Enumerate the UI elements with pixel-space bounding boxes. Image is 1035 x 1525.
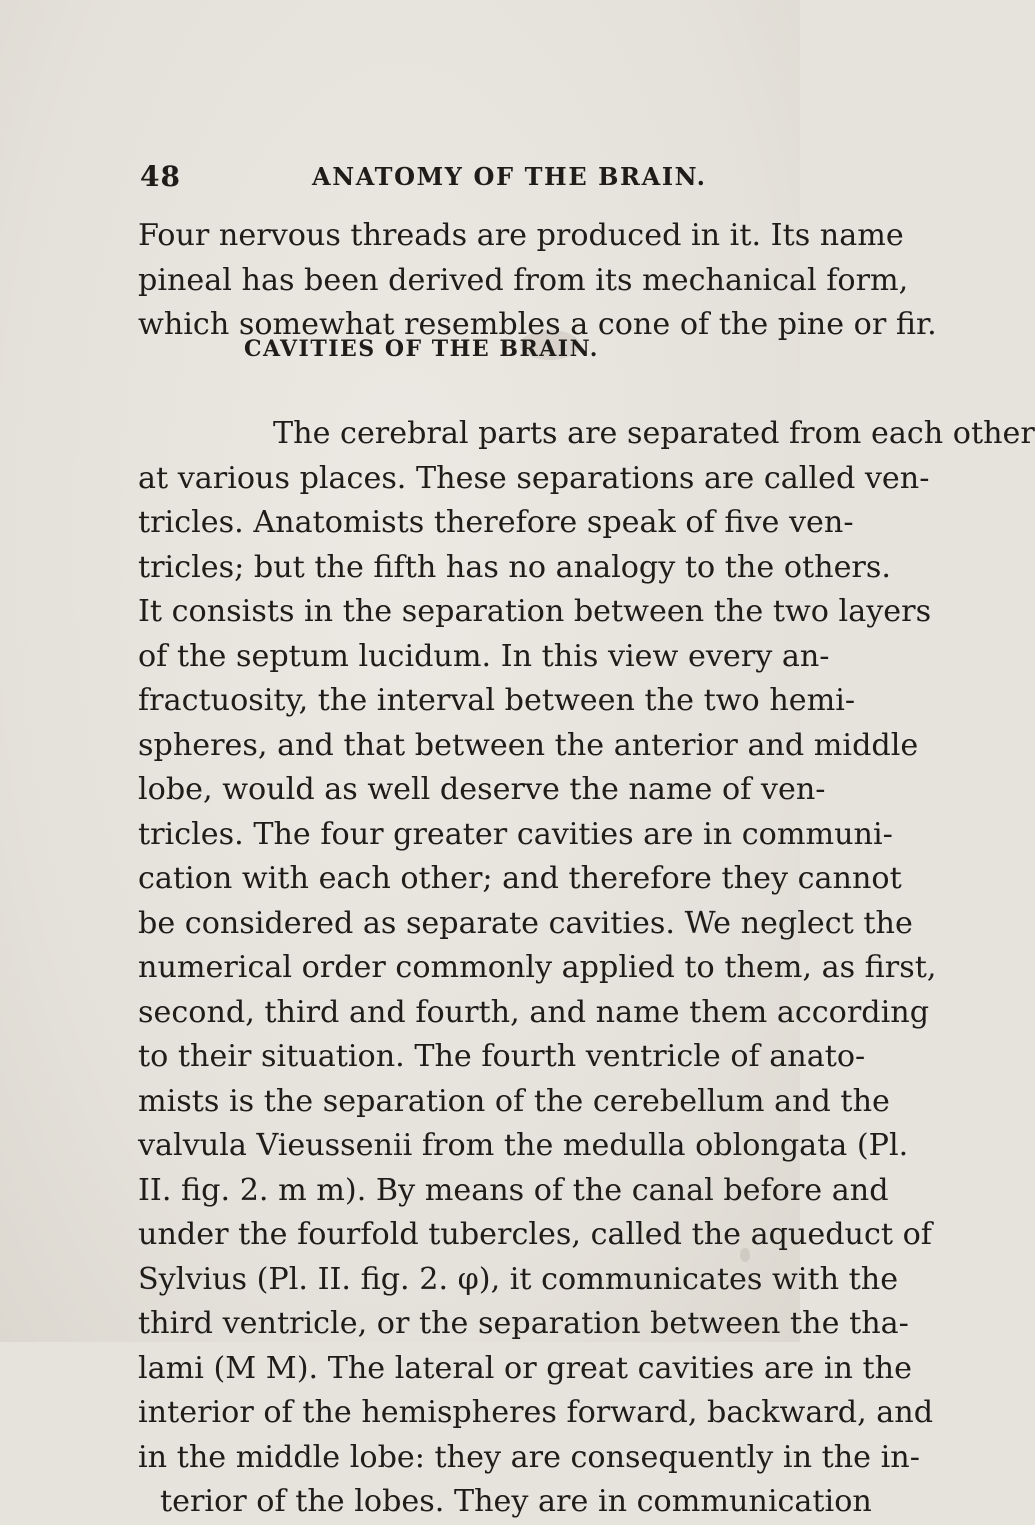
text-line: under the fourfold tubercles, called the aqueduct of bbox=[138, 1217, 932, 1252]
text-line: cation with each other; and therefore they cannot bbox=[138, 861, 902, 896]
text-line: at various places. These separations are called ven- bbox=[138, 460, 930, 496]
text-line: interior of the hemispheres forward, backward, and bbox=[138, 1395, 934, 1430]
text-line: II. fig. 2. m m). By means of the canal before and bbox=[138, 1172, 889, 1208]
text-line: The cerebral parts are separated from each other bbox=[273, 416, 1035, 451]
text-line: mists is the separation of the cerebellum and the bbox=[138, 1083, 890, 1119]
text-line: be considered as separate cavities. We neglect the bbox=[138, 905, 913, 941]
text-line: lobe, would as well deserve the name of ven- bbox=[138, 772, 826, 807]
text-line: pineal has been derived from its mechanical form, bbox=[138, 262, 909, 298]
page-header bbox=[140, 160, 780, 200]
text-line: to their situation. The fourth ventricle of anato- bbox=[138, 1039, 866, 1074]
text-line: fractuosity, the interval between the two hemi- bbox=[138, 683, 856, 718]
paragraph-pineal bbox=[138, 214, 937, 348]
text-line: Four nervous threads are produced in it. Its name bbox=[138, 218, 904, 253]
text-line: lami (M M). The lateral or great cavities are in the bbox=[138, 1350, 912, 1386]
text-line: tricles; but the fifth has no analogy to the others. bbox=[138, 549, 891, 585]
text-line: numerical order commonly applied to them, as first, bbox=[138, 950, 937, 985]
text-line: tricles. Anatomists therefore speak of five ven- bbox=[138, 505, 854, 540]
text-line: second, third and fourth, and name them according bbox=[138, 994, 930, 1030]
text-line: Sylvius (Pl. II. fig. 2. φ), it communicates with the bbox=[138, 1261, 899, 1297]
text-line: in the middle lobe: they are consequently in the in- bbox=[138, 1439, 920, 1475]
text-line: third ventricle, or the separation between the tha- bbox=[138, 1306, 909, 1341]
text-line: tricles. The four greater cavities are in communi- bbox=[138, 816, 893, 852]
section-heading: CAVITIES OF THE BRAIN. bbox=[244, 336, 599, 362]
text-line: terior of the lobes. They are in communication bbox=[160, 1484, 872, 1519]
text-line: which somewhat resembles a cone of the pine or fir. bbox=[138, 307, 937, 342]
text-line: It consists in the separation between the two layers bbox=[138, 594, 932, 629]
text-line: valvula Vieussenii from the medulla oblongata (Pl. bbox=[138, 1128, 909, 1163]
running-head: ANATOMY OF THE BRAIN. bbox=[312, 162, 707, 191]
page-number: 48 bbox=[140, 160, 181, 193]
paragraph-cavities bbox=[138, 412, 1035, 1525]
text-line: spheres, and that between the anterior and middle bbox=[138, 727, 919, 763]
text-line: of the septum lucidum. In this view every an- bbox=[138, 638, 830, 674]
